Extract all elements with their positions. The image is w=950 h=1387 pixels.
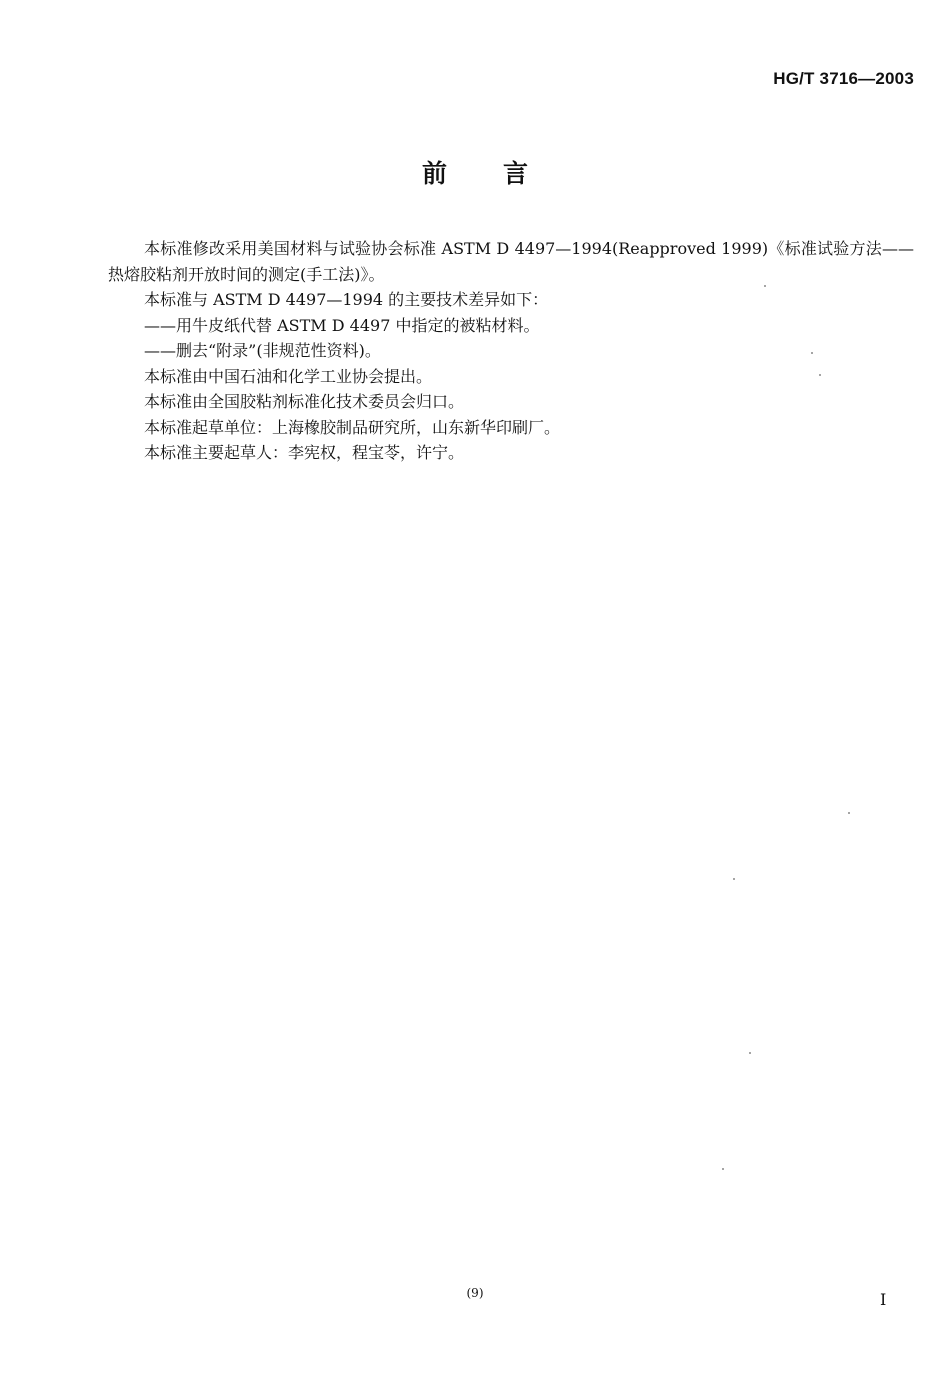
scan-speck <box>764 285 766 287</box>
standard-code: HG/T 3716—2003 <box>773 69 914 88</box>
scan-speck <box>733 878 735 880</box>
paragraph-difference-1: ——用牛皮纸代替 ASTM D 4497 中指定的被粘材料。 <box>144 315 540 335</box>
paragraph-adoption: 本标准修改采用美国材料与试验协会标准 ASTM D 4497—1994(Reapproved 1999)《标准试验方法——热熔胶粘剂开放时间的测定(手工法)》。 <box>108 239 914 284</box>
paragraph-drafters: 本标准主要起草人：李宪权，程宝苓，许宁。 <box>144 443 465 462</box>
preface-title <box>0 154 950 190</box>
paragraph-difference-2: ——删去“附录”(非规范性资料)。 <box>144 341 381 360</box>
roman-page-number: I <box>880 1290 887 1309</box>
scan-speck <box>749 1052 751 1054</box>
paragraph-drafting-units: 本标准起草单位：上海橡胶制品研究所，山东新华印刷厂。 <box>144 417 561 437</box>
scan-speck <box>848 812 850 814</box>
page-number: (9) <box>466 1286 484 1300</box>
paragraph-differences-intro: 本标准与 ASTM D 4497—1994 的主要技术差异如下： <box>144 290 549 309</box>
scan-speck <box>722 1168 724 1170</box>
title-char-2: 言 <box>503 159 529 188</box>
paragraph-custodian: 本标准由全国胶粘剂标准化技术委员会归口。 <box>144 392 465 411</box>
paragraph-proposer: 本标准由中国石油和化学工业协会提出。 <box>144 366 433 386</box>
scan-speck <box>819 374 821 376</box>
title-char-1: 前 <box>421 159 447 188</box>
scan-speck <box>811 352 813 354</box>
preface-body <box>108 236 914 466</box>
